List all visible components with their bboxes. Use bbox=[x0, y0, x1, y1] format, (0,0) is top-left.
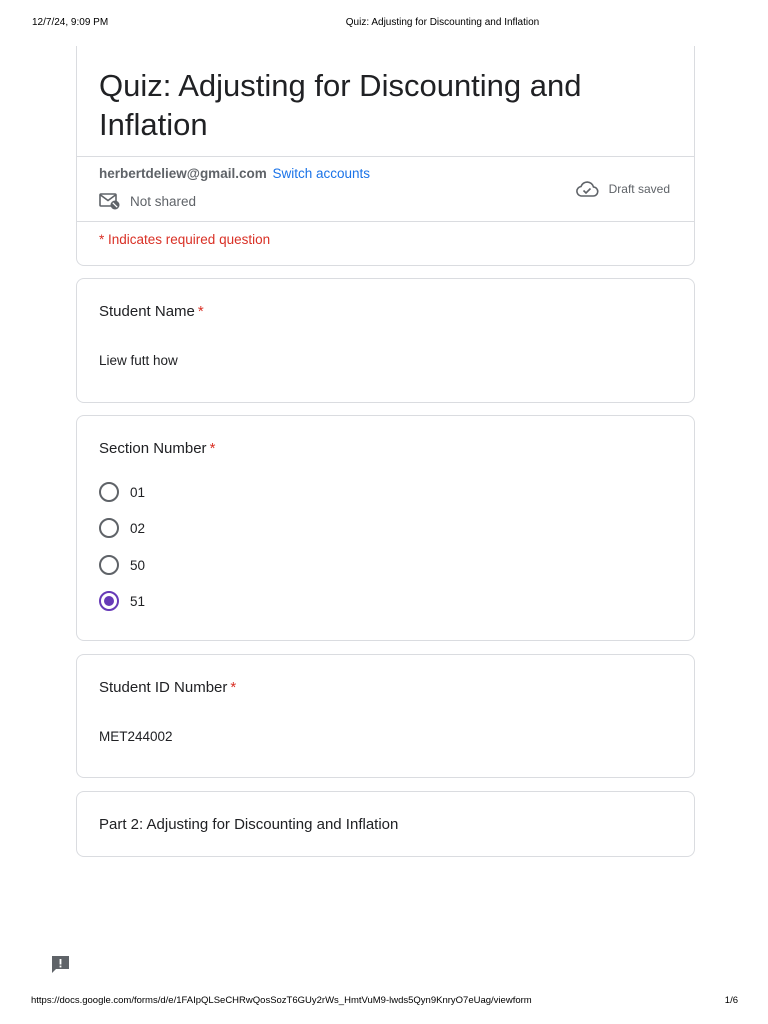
student-name-answer[interactable]: Liew futt how bbox=[99, 353, 178, 368]
radio-button[interactable] bbox=[99, 518, 119, 538]
draft-saved-label: Draft saved bbox=[608, 182, 670, 196]
required-asterisk: * bbox=[197, 303, 204, 320]
section-title: Part 2: Adjusting for Discounting and Inflation bbox=[99, 816, 399, 833]
cloud-check-icon bbox=[575, 180, 599, 198]
print-header bbox=[0, 17, 768, 31]
account-row bbox=[99, 166, 370, 181]
radio-label: 01 bbox=[130, 484, 146, 500]
page-number: 1/6 bbox=[724, 995, 738, 1006]
mail-lock-icon bbox=[99, 192, 121, 210]
radio-label: 50 bbox=[130, 557, 146, 573]
question-student-id bbox=[76, 654, 695, 778]
student-id-answer[interactable]: MET244002 bbox=[99, 729, 173, 744]
radio-option-01[interactable] bbox=[99, 481, 145, 503]
radio-label: 51 bbox=[130, 593, 146, 609]
divider bbox=[77, 156, 694, 157]
not-shared-label: Not shared bbox=[130, 193, 197, 209]
divider bbox=[77, 221, 694, 222]
print-url: https://docs.google.com/forms/d/e/1FAIpQLSeCHRwQosSozT6GUy2rWs_HmtVuM9-lwds5Qyn9KnryO7eUag/viewform bbox=[31, 995, 532, 1006]
switch-accounts-link[interactable]: Switch accounts bbox=[272, 166, 371, 181]
required-asterisk: * bbox=[209, 440, 216, 457]
required-note: * Indicates required question bbox=[99, 232, 271, 247]
question-title-text: Section Number bbox=[99, 440, 207, 457]
question-title bbox=[99, 440, 215, 457]
form-title: Quiz: Adjusting for Discounting and Inflation bbox=[99, 68, 582, 142]
print-doc-title: Quiz: Adjusting for Discounting and Inflation bbox=[345, 17, 540, 28]
not-shared-status bbox=[99, 192, 196, 210]
feedback-icon[interactable] bbox=[50, 954, 71, 975]
radio-option-50[interactable] bbox=[99, 554, 145, 576]
question-student-name bbox=[76, 278, 695, 403]
draft-status bbox=[575, 180, 670, 198]
account-email: herbertdeliew@gmail.com bbox=[99, 166, 267, 181]
question-title-text: Student ID Number bbox=[99, 679, 228, 696]
print-footer bbox=[0, 995, 768, 1009]
question-title bbox=[99, 679, 236, 696]
required-asterisk: * bbox=[230, 679, 237, 696]
form-header-card bbox=[76, 46, 695, 266]
radio-label: 02 bbox=[130, 520, 146, 536]
radio-button[interactable] bbox=[99, 482, 119, 502]
section-header-card bbox=[76, 791, 695, 857]
radio-button-selected[interactable] bbox=[99, 591, 119, 611]
question-title bbox=[99, 303, 204, 320]
question-title-text: Student Name bbox=[99, 303, 195, 320]
print-date: 12/7/24, 9:09 PM bbox=[32, 17, 109, 28]
radio-option-02[interactable] bbox=[99, 517, 145, 539]
radio-option-51[interactable] bbox=[99, 590, 145, 612]
question-section-number bbox=[76, 415, 695, 641]
radio-button[interactable] bbox=[99, 555, 119, 575]
